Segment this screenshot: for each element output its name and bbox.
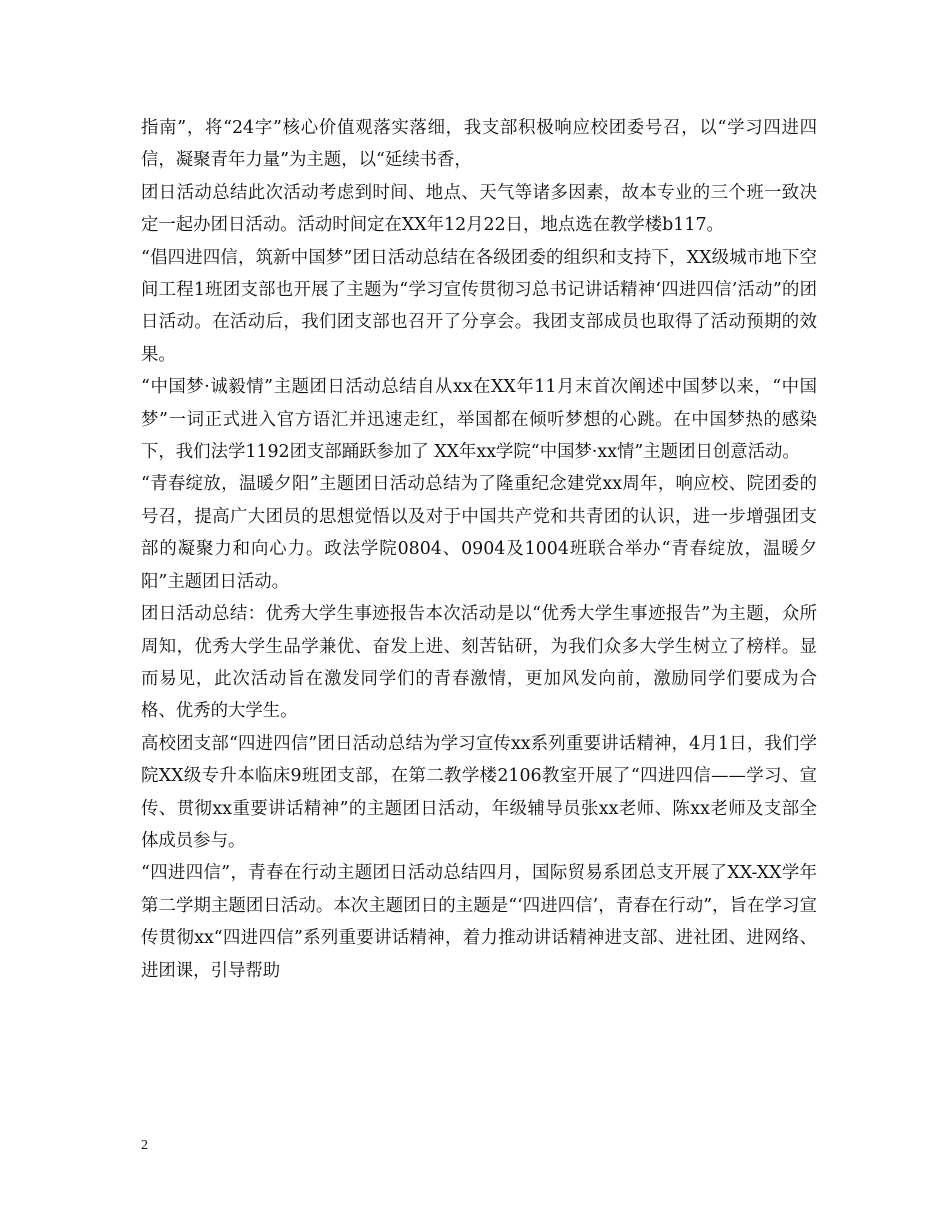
paragraph-5: “青春绽放，温暖夕阳”主题团日活动总结为了隆重纪念建党xx周年，响应校、院团委的号召，提高广大团员的思想觉悟以及对于中国共产党和共青团的认识，进一步增强团支部的凝聚力和向心力。政法学院0804、0904及1004班联合举办“青春绽放，温暖夕阳”主题团日活动。	[141, 474, 817, 592]
paragraph-7: 高校团支部“四进四信”团日活动总结为学习宣传xx系列重要讲话精神，4月1日，我们学院XX级专升本临床9班团支部，在第二教学楼2106教室开展了“四进四信——学习、宣传、贯彻xx重要讲话精神”的主题团日活动，年级辅导员张xx老师、陈xx老师及支部全体成员参与。	[141, 733, 817, 851]
page-number: 2	[141, 1138, 148, 1153]
paragraph-8: “四进四信”，青春在行动主题团日活动总结四月，国际贸易系团总支开展了XX-XX学年第二学期主题团日活动。本次主题团日的主题是“‘四进四信’，青春在行动”，旨在学习宣传贯彻xx“四进四信”系列重要讲话精神，着力推动讲话精神进支部、进社团、进网络、进团课，引导帮助	[141, 863, 817, 981]
document-body	[141, 112, 817, 987]
paragraph-4: “中国梦·诚毅情”主题团日活动总结自从xx在XX年11月末首次阐述中国梦以来，“中国梦”一词正式进入官方语汇并迅速走红，举国都在倾听梦想的心跳。在中国梦热的感染下，我们法学1192团支部踊跃参加了 XX年xx学院“中国梦·xx情”主题团日创意活动。	[141, 377, 817, 463]
paragraph-6: 团日活动总结：优秀大学生事迹报告本次活动是以“优秀大学生事迹报告”为主题，众所周知，优秀大学生品学兼优、奋发上进、刻苦钻研，为我们众多大学生树立了榜样。显而易见，此次活动旨在激发同学们的青春激情，更加风发向前，激励同学们要成为合格、优秀的大学生。	[141, 604, 817, 722]
paragraph-1: 指南”，将“24字”核心价值观落实落细，我支部积极响应校团委号召，以“学习四进四信，凝聚青年力量”为主题，以“延续书香，	[141, 118, 817, 171]
paragraph-2: 团日活动总结此次活动考虑到时间、地点、天气等诸多因素，故本专业的三个班一致决定一起办团日活动。活动时间定在XX年12月22日，地点选在教学楼b117。	[141, 182, 817, 236]
paragraph-3: “倡四进四信，筑新中国梦”团日活动总结在各级团委的组织和支持下，XX级城市地下空间工程1班团支部也开展了主题为“学习宣传贯彻习总书记讲话精神‘四进四信’活动”的团日活动。在活动后，我们团支部也召开了分享会。我团支部成员也取得了活动预期的效果。	[141, 247, 817, 365]
